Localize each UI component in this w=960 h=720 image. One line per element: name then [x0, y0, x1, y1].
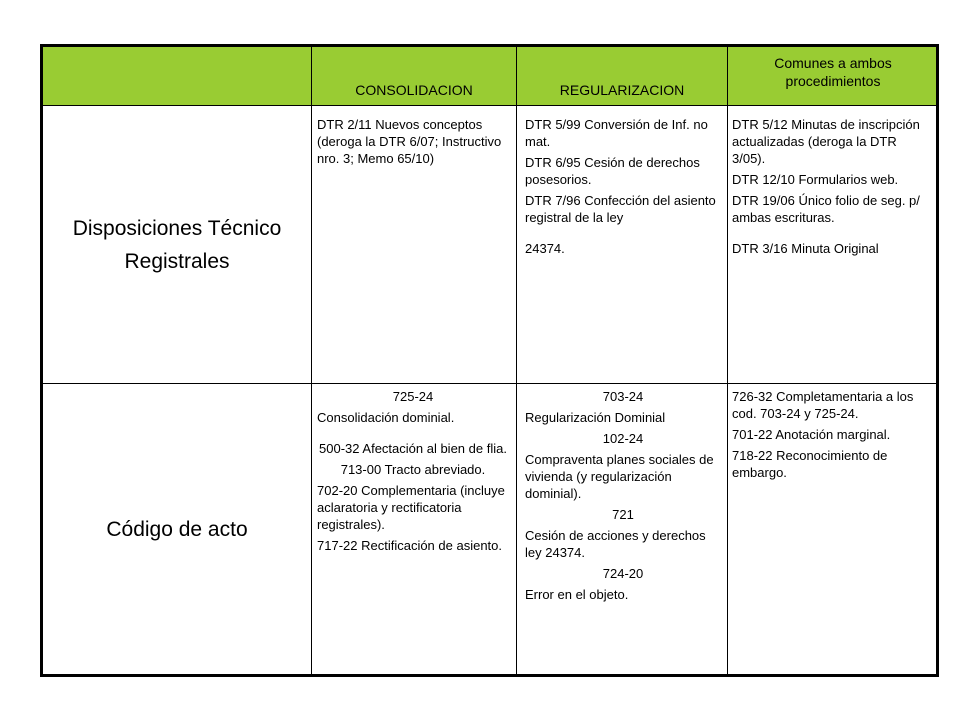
- code-description: Cesión de acciones y derechos ley 24374.: [525, 528, 706, 560]
- cell-dtr-regularizacion: [525, 116, 721, 261]
- header-consolidacion: CONSOLIDACION: [355, 82, 473, 98]
- code-description: Error en el objeto.: [525, 587, 629, 602]
- dtr-item: DTR 7/96 Confección del asiento registral de la ley: [525, 193, 716, 225]
- code-number: 102-24: [602, 431, 644, 446]
- row-title-disposiciones: [43, 106, 311, 383]
- row-title-text: Código de acto: [106, 517, 248, 541]
- header-empty-cell: [43, 47, 311, 105]
- column-divider: [516, 47, 517, 674]
- column-divider: [727, 47, 728, 674]
- code-item: 500-32 Afectación al bien de flia.: [319, 441, 507, 456]
- code-item: 726-32 Completamentaria a los cod. 703-24 y 725-24.: [732, 389, 914, 421]
- cell-codigo-consolidacion: [317, 388, 509, 558]
- code-number: 703-24: [602, 389, 644, 404]
- dtr-item: DTR 2/11 Nuevos conceptos (deroga la DTR 6/07; Instructivo nro. 3; Memo 65/10): [317, 117, 502, 166]
- dtr-item: DTR 19/06 Único folio de seg. p/ ambas escrituras.: [732, 193, 920, 225]
- code-number: 724-20: [602, 566, 644, 581]
- code-description: Regularización Dominial: [525, 410, 666, 425]
- code-number: 725-24: [392, 389, 434, 404]
- code-description: Compraventa planes sociales de vivienda (y regularización dominial).: [525, 452, 714, 501]
- dtr-item: DTR 3/16 Minuta Original: [732, 241, 879, 256]
- procedures-table: [40, 44, 939, 677]
- cell-dtr-consolidacion: [317, 116, 509, 171]
- code-number: 721: [612, 507, 634, 522]
- column-divider: [311, 47, 312, 674]
- cell-dtr-comunes: [732, 116, 932, 261]
- cell-codigo-comunes: [732, 388, 932, 485]
- dtr-item: DTR 5/99 Conversión de Inf. no mat.: [525, 117, 708, 149]
- dtr-item: DTR 5/12 Minutas de inscripción actualizadas (deroga la DTR 3/05).: [732, 117, 920, 166]
- dtr-item: DTR 12/10 Formularios web.: [732, 172, 899, 187]
- header-comunes: Comunes a ambos procedimientos: [774, 55, 892, 89]
- code-item: 701-22 Anotación marginal.: [732, 427, 891, 442]
- code-item: 717-22 Rectificación de asiento.: [317, 538, 503, 553]
- code-description: Consolidación dominial.: [317, 410, 455, 425]
- code-item: 718-22 Reconocimiento de embargo.: [732, 448, 888, 480]
- cell-codigo-regularizacion: [525, 388, 721, 607]
- dtr-item: 24374.: [525, 241, 565, 256]
- row-title-text: Disposiciones Técnico Registrales: [72, 216, 282, 273]
- code-item: 713-00 Tracto abreviado.: [340, 462, 486, 477]
- header-regularizacion: REGULARIZACION: [559, 82, 685, 98]
- row-title-codigo: [43, 384, 311, 674]
- dtr-item: DTR 6/95 Cesión de derechos posesorios.: [525, 155, 700, 187]
- code-item: 702-20 Complementaria (incluye aclaratoria y rectificatoria registrales).: [317, 483, 505, 532]
